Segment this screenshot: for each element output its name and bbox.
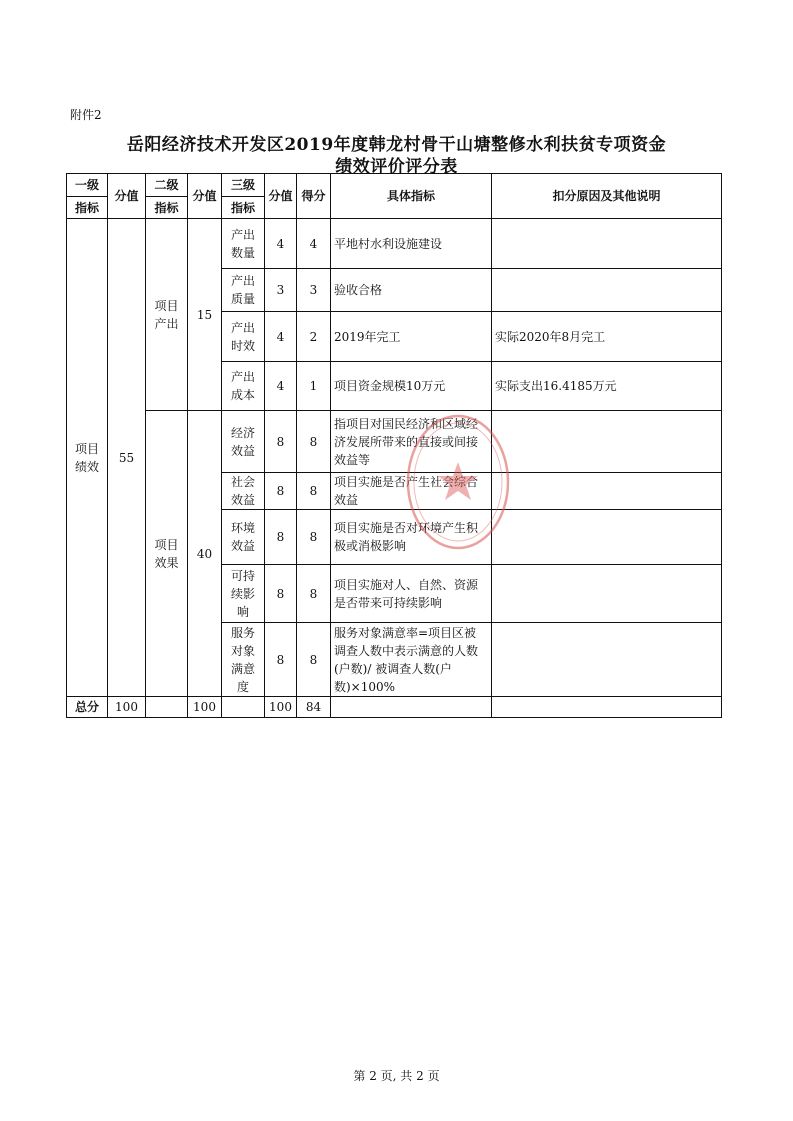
- table-row: [67, 219, 722, 269]
- row-indicator: 平地村水利设施建设: [331, 219, 492, 269]
- row-score: 8: [265, 473, 297, 510]
- total-empty-3: [331, 697, 492, 718]
- header-level3-b: 指标: [222, 197, 265, 219]
- row-name: 产出 时效: [222, 312, 265, 362]
- row-indicator: 项目实施对人、自然、资源是否带来可持续影响: [331, 565, 492, 623]
- row-note: [492, 510, 722, 565]
- total-empty-1: [146, 697, 188, 718]
- row-name: 产出 数量: [222, 219, 265, 269]
- row-score: 3: [265, 269, 297, 312]
- score-table: [66, 173, 722, 718]
- total-label: 总分: [67, 697, 108, 718]
- header-score2: 分值: [188, 174, 222, 219]
- total-score2: 100: [188, 697, 222, 718]
- row-obtained: 8: [297, 565, 331, 623]
- row-score: 4: [265, 362, 297, 411]
- table-row: [67, 411, 722, 473]
- attachment-label: 附件2: [70, 108, 102, 122]
- row-indicator: 验收合格: [331, 269, 492, 312]
- row-indicator: 项目资金规模10万元: [331, 362, 492, 411]
- row-note: [492, 623, 722, 697]
- group-name: 项目 效果: [146, 411, 188, 697]
- row-obtained: 8: [297, 623, 331, 697]
- header-indicator: 具体指标: [331, 174, 492, 219]
- header-level2-a: 二级: [146, 174, 188, 197]
- total-score1: 100: [108, 697, 146, 718]
- header-level2-b: 指标: [146, 197, 188, 219]
- row-name: 环境 效益: [222, 510, 265, 565]
- level1-name: 项目 绩效: [67, 219, 108, 697]
- row-note: [492, 473, 722, 510]
- row-indicator: 项目实施是否对环境产生积极或消极影响: [331, 510, 492, 565]
- row-obtained: 4: [297, 219, 331, 269]
- row-obtained: 3: [297, 269, 331, 312]
- row-note: 实际2020年8月完工: [492, 312, 722, 362]
- header-level1-b: 指标: [67, 197, 108, 219]
- row-score: 4: [265, 219, 297, 269]
- total-empty-2: [222, 697, 265, 718]
- row-name: 可持 续影 响: [222, 565, 265, 623]
- title-line-2: 绩效评价评分表: [335, 157, 458, 177]
- row-note: [492, 411, 722, 473]
- row-indicator: 2019年完工: [331, 312, 492, 362]
- total-obtained: 84: [297, 697, 331, 718]
- row-note: 实际支出16.4185万元: [492, 362, 722, 411]
- page-footer: 第 2 页, 共 2 页: [353, 1069, 440, 1083]
- group-score: 40: [188, 411, 222, 697]
- row-score: 8: [265, 411, 297, 473]
- header-obtained: 得分: [297, 174, 331, 219]
- row-score: 8: [265, 623, 297, 697]
- row-score: 4: [265, 312, 297, 362]
- total-score3: 100: [265, 697, 297, 718]
- row-indicator: 服务对象满意率=项目区被调查人数中表示满意的人数(户数)/ 被调查人数(户数)×100%: [331, 623, 492, 697]
- row-name: 社会 效益: [222, 473, 265, 510]
- row-obtained: 8: [297, 473, 331, 510]
- level1-score: 55: [108, 219, 146, 697]
- row-score: 8: [265, 510, 297, 565]
- header-level3-a: 三级: [222, 174, 265, 197]
- header-row-1: [67, 174, 722, 197]
- title-line-1: 岳阳经济技术开发区2019年度韩龙村骨干山塘整修水利扶贫专项资金: [126, 135, 667, 155]
- row-name: 经济 效益: [222, 411, 265, 473]
- header-score3: 分值: [265, 174, 297, 219]
- header-level1-a: 一级: [67, 174, 108, 197]
- group-name: 项目 产出: [146, 219, 188, 411]
- row-name: 产出 成本: [222, 362, 265, 411]
- row-obtained: 8: [297, 510, 331, 565]
- row-note: [492, 269, 722, 312]
- total-empty-4: [492, 697, 722, 718]
- header-score: 分值: [108, 174, 146, 219]
- group-score: 15: [188, 219, 222, 411]
- row-name: 服务 对象 满意 度: [222, 623, 265, 697]
- row-obtained: 2: [297, 312, 331, 362]
- row-obtained: 1: [297, 362, 331, 411]
- row-note: [492, 565, 722, 623]
- row-obtained: 8: [297, 411, 331, 473]
- row-note: [492, 219, 722, 269]
- total-row: [67, 697, 722, 718]
- row-score: 8: [265, 565, 297, 623]
- header-deduction: 扣分原因及其他说明: [492, 174, 722, 219]
- row-indicator: 项目实施是否产生社会综合效益: [331, 473, 492, 510]
- row-name: 产出 质量: [222, 269, 265, 312]
- row-indicator: 指项目对国民经济和区域经济发展所带来的直接或间接效益等: [331, 411, 492, 473]
